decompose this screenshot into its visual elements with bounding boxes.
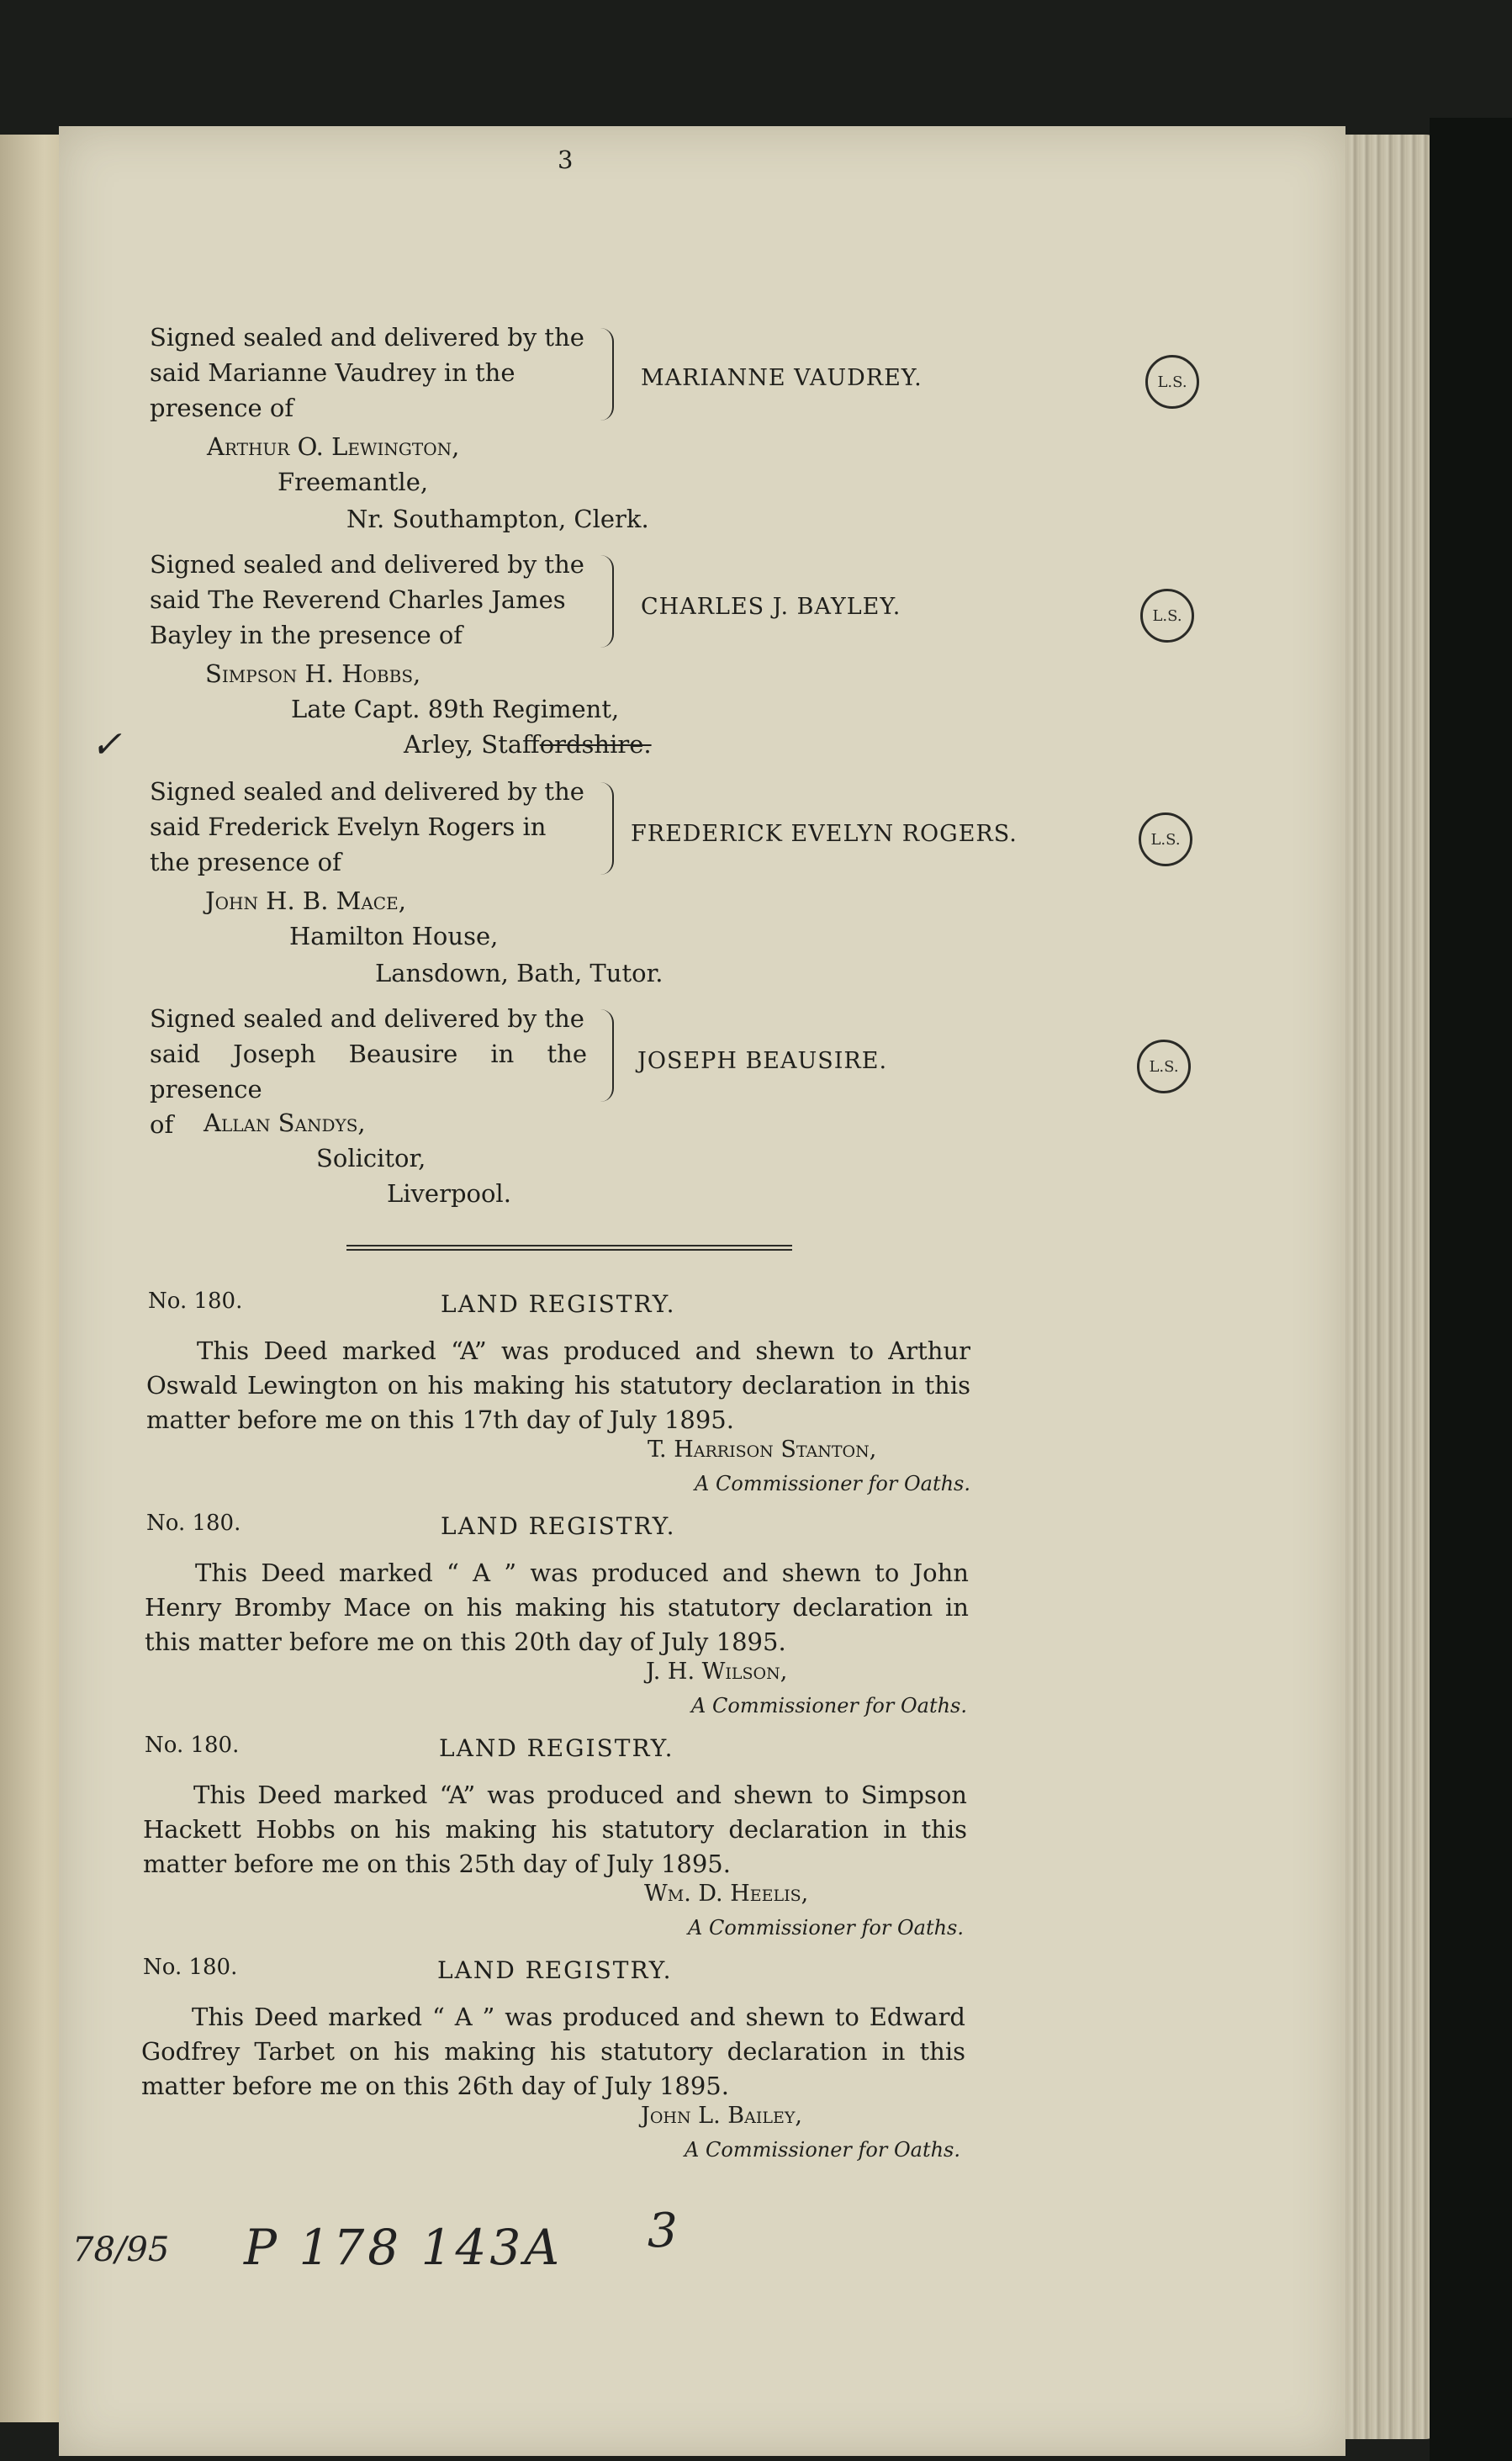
registry-title-3: A Commissioner for Oaths. (688, 1916, 964, 1940)
handwritten-page-mark: 3 (648, 2204, 678, 2258)
brace (599, 328, 614, 421)
registry-signatory-4: John L. Bailey, (641, 2103, 802, 2129)
clause-line: Bayley in the presence of (150, 621, 463, 649)
registry-body-text: This Deed marked “A” was produced and shewn to Arthur Oswald Lewington on his making his statutory declaration in this matter before me on this 17th day of July 1895. (146, 1336, 970, 1434)
signer-name-4: JOSEPH BEAUSIRE. (637, 1048, 888, 1074)
registry-title-1: A Commissioner for Oaths. (695, 1472, 970, 1495)
clause-line: Signed sealed and delivered by the (150, 777, 584, 806)
signer-name-2: CHARLES J. BAYLEY. (641, 594, 901, 620)
registry-number-1: No. 180. (148, 1289, 243, 1314)
witness-line: Freemantle, (278, 468, 429, 496)
registry-number-4: No. 180. (143, 1955, 238, 1980)
signer-name-3: FREDERICK EVELYN ROGERS. (631, 821, 1018, 847)
clause-line: Signed sealed and delivered by the (150, 323, 584, 352)
registry-body-4 (141, 2000, 965, 2104)
signer-name-1: MARIANNE VAUDREY. (641, 365, 923, 391)
brace (599, 555, 614, 648)
clause-line: of (150, 1110, 174, 1139)
handwritten-reference: P 178 143A (244, 2219, 563, 2276)
seal-circle-2: L.S. (1140, 589, 1194, 643)
witness-line-prefix: Arley, Staff (404, 730, 540, 759)
brace (599, 1009, 614, 1102)
clause-line: Signed sealed and delivered by the (150, 1004, 584, 1033)
registry-number-2: No. 180. (146, 1511, 241, 1536)
witness-line: Nr. Southampton, Clerk. (346, 505, 649, 533)
registry-title-4: A Commissioner for Oaths. (685, 2138, 960, 2162)
witness-name-4: Allan Sandys, (204, 1109, 366, 1137)
registry-heading-2: LAND REGISTRY. (441, 1512, 676, 1540)
witness-line: Late Capt. 89th Regiment, (291, 695, 620, 723)
attestation-clause-1 (150, 320, 587, 426)
seal-circle-3: L.S. (1139, 812, 1192, 866)
registry-body-text: This Deed marked “ A ” was produced and shewn to John Henry Bromby Mace on his making his statutory declaration in this matter before me on this 20th day of July 1895. (145, 1559, 969, 1656)
clause-line: said Frederick Evelyn Rogers in (150, 812, 547, 841)
clause-line: said Marianne Vaudrey in the (150, 358, 515, 387)
witness-name-2: Simpson H. Hobbs, (205, 659, 421, 688)
page-number: 3 (558, 146, 574, 174)
witness-line: Solicitor, (316, 1144, 426, 1172)
witness-line: Liverpool. (387, 1179, 511, 1208)
registry-body-3 (143, 1778, 967, 1881)
brace (599, 782, 614, 875)
clause-line: the presence of (150, 848, 341, 876)
witness-name-3: John H. B. Mace, (205, 886, 406, 915)
witness-line: Lansdown, Bath, Tutor. (375, 959, 663, 987)
registry-body-text: This Deed marked “ A ” was produced and shewn to Edward Godfrey Tarbet on his making his statutory declaration in this matter before me on this 26th day of July 1895. (141, 2003, 965, 2100)
witness-line: Hamilton House, (289, 922, 499, 950)
registry-signatory-3: Wm. D. Heelis, (644, 1881, 809, 1907)
registry-signatory-2: J. H. Wilson, (646, 1659, 788, 1685)
attestation-clause-2 (150, 547, 587, 653)
book-cover (1430, 118, 1512, 2461)
registry-body-text: This Deed marked “A” was produced and shewn to Simpson Hackett Hobbs on his making his statutory declaration in this matter before me on this 25th day of July 1895. (143, 1781, 967, 1878)
clause-line: said The Reverend Charles James (150, 585, 566, 614)
seal-circle-1: L.S. (1145, 355, 1199, 409)
registry-heading-1: LAND REGISTRY. (441, 1290, 676, 1318)
witness-line-struck (404, 727, 652, 762)
clause-line: presence of (150, 394, 294, 422)
check-mark-icon: ✓ (91, 723, 122, 766)
clause-line: Signed sealed and delivered by the (150, 550, 584, 579)
clause-line: said Joseph Beausire in the presence (150, 1040, 587, 1103)
registry-number-3: No. 180. (145, 1733, 240, 1758)
struck-text: ordshire. (539, 730, 652, 759)
registry-body-2 (145, 1556, 969, 1659)
registry-heading-4: LAND REGISTRY. (437, 1956, 673, 1984)
registry-signatory-1: T. Harrison Stanton, (648, 1437, 877, 1463)
witness-name-1: Arthur O. Lewington, (207, 432, 460, 461)
section-divider (346, 1245, 792, 1253)
registry-heading-3: LAND REGISTRY. (439, 1734, 674, 1762)
registry-title-2: A Commissioner for Oaths. (691, 1694, 967, 1717)
attestation-clause-3 (150, 774, 587, 880)
registry-body-1 (146, 1334, 970, 1437)
handwritten-date-fragment: 78/95 (72, 2231, 170, 2269)
seal-circle-4: L.S. (1137, 1040, 1191, 1093)
